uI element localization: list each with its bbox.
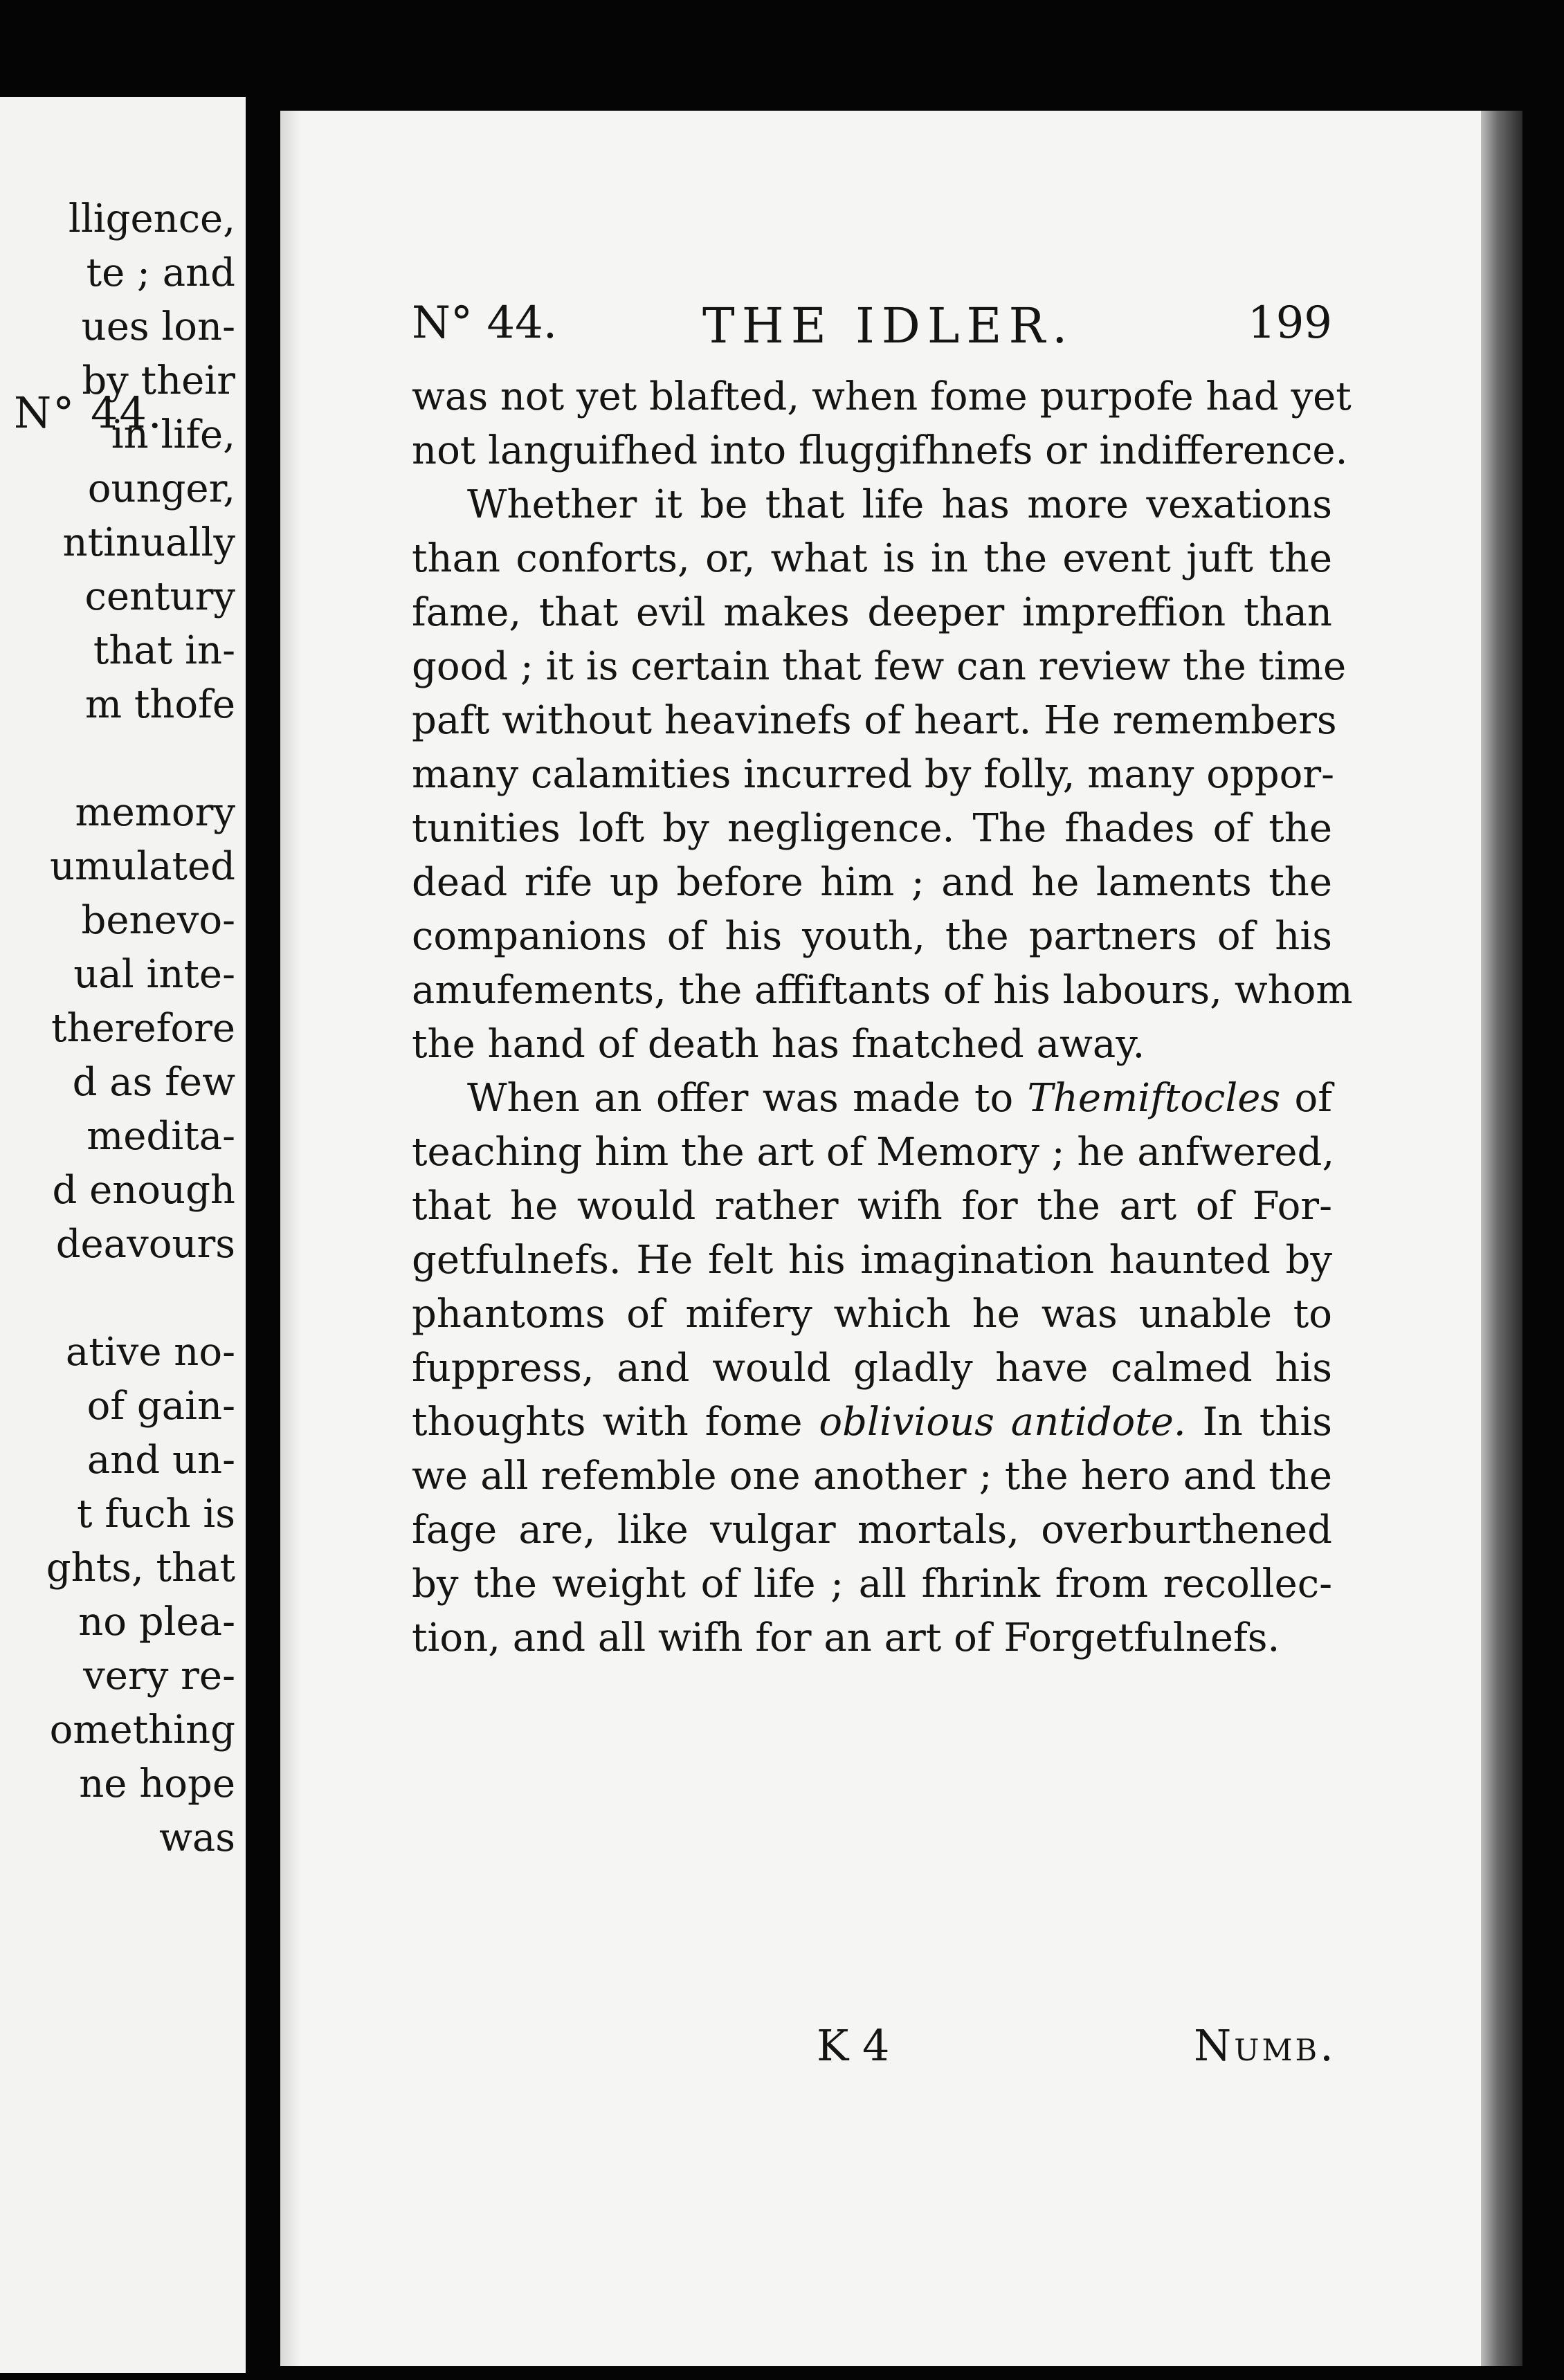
left-running-head: N° 44. <box>14 387 163 438</box>
text-line: companions of his youth, the partners of his <box>412 914 1332 959</box>
text-line: getfulnefs. He felt his imagination haunted by <box>412 1238 1332 1283</box>
text-line: phantoms of mifery which he was unable to <box>412 1292 1332 1337</box>
left-text-line: ues lon- <box>81 304 235 349</box>
left-text-line: memory <box>75 790 235 835</box>
text-line: not languifhed into fluggifhnefs or indifference. <box>412 428 1348 473</box>
left-text-line: by their <box>82 358 235 403</box>
text-line: fage are, like vulgar mortals, overburthened <box>412 1508 1332 1553</box>
text-fragment: of <box>1294 1076 1332 1121</box>
left-page-text <box>0 192 235 1865</box>
left-text-line: d as few <box>72 1060 235 1105</box>
left-text-line: medita- <box>87 1114 235 1159</box>
left-text-line: lligence, <box>68 196 235 241</box>
catchword: Numb. <box>1194 2020 1336 2071</box>
text-line: teaching him the art of Memory ; he anfwered, <box>412 1130 1335 1175</box>
text-line: tunities loft by negligence. The fhades of the <box>412 806 1332 851</box>
page-number: 199 <box>1247 298 1332 349</box>
left-text-line: of gain- <box>87 1384 235 1429</box>
text-line <box>412 1072 1332 1126</box>
left-text-line: ne hope <box>79 1761 235 1806</box>
running-head-number: N° 44. <box>412 298 558 349</box>
text-line: we all refemble one another ; the hero and the <box>412 1454 1332 1499</box>
left-text-line: d enough <box>52 1168 235 1213</box>
left-text-line: umulated <box>49 844 235 889</box>
text-line: fame, that evil makes deeper impreffion than <box>412 590 1332 635</box>
text-line: was not yet blafted, when fome purpofe had yet <box>412 374 1352 419</box>
left-text-line: ghts, that <box>46 1546 235 1591</box>
text-line: paft without heavinefs of heart. He remembers <box>412 698 1337 743</box>
left-text-line: very re- <box>83 1654 235 1699</box>
left-text-line: ual inte- <box>73 952 235 997</box>
left-text-line: was <box>158 1815 235 1860</box>
text-line: tion, and all wifh for an art of Forgetfulnefs. <box>412 1615 1280 1660</box>
left-text-line <box>0 1272 235 1326</box>
text-fragment: When an offer was made to <box>467 1076 1014 1121</box>
left-text-line: deavours <box>55 1222 235 1267</box>
text-line: the hand of death has fnatched away. <box>412 1022 1145 1067</box>
page-footer <box>0 2020 1564 2076</box>
text-line <box>412 1395 1332 1449</box>
text-line: dead rife up before him ; and he laments the <box>412 860 1332 905</box>
left-text-line: ntinually <box>62 520 235 565</box>
left-text-line: ative no- <box>65 1330 235 1375</box>
left-text-line: in life, <box>111 412 235 457</box>
text-line: good ; it is certain that few can review the time <box>412 644 1347 689</box>
text-line: than conforts, or, what is in the event juft the <box>412 536 1332 581</box>
left-text-line: century <box>84 574 235 619</box>
text-line: fuppress, and would gladly have calmed his <box>412 1346 1332 1391</box>
text-line: by the weight of life ; all fhrink from recollec- <box>412 1562 1332 1606</box>
left-text-line <box>0 732 235 786</box>
text-fragment: In this <box>1202 1400 1332 1445</box>
left-text-line: te ; and <box>86 250 235 295</box>
text-fragment: thoughts with fome <box>412 1400 803 1445</box>
signature-mark: K 4 <box>817 2020 890 2071</box>
left-text-line: no plea- <box>78 1600 235 1645</box>
left-text-line: ounger, <box>87 466 235 511</box>
text-line: amufements, the affiftants of his labours, whom <box>412 968 1353 1013</box>
text-line: that he would rather wifh for the art of For- <box>412 1184 1332 1229</box>
left-text-line: and un- <box>87 1438 235 1483</box>
left-text-line: omething <box>49 1708 235 1752</box>
running-head-title: THE IDLER. <box>702 298 1075 354</box>
italic-phrase: oblivious antidote. <box>819 1400 1186 1445</box>
left-text-line: t fuch is <box>77 1492 235 1537</box>
left-text-line: that in- <box>93 628 235 673</box>
left-text-line: m thofe <box>84 682 235 727</box>
text-line: many calamities incurred by folly, many oppor- <box>412 752 1335 797</box>
running-head <box>412 298 1332 360</box>
italic-name: Themiftocles <box>1027 1076 1281 1121</box>
left-text-line: therefore <box>51 1006 235 1051</box>
left-text-line: benevo- <box>81 898 235 943</box>
body-text <box>412 370 1353 1665</box>
text-line: Whether it be that life has more vexations <box>467 482 1332 527</box>
